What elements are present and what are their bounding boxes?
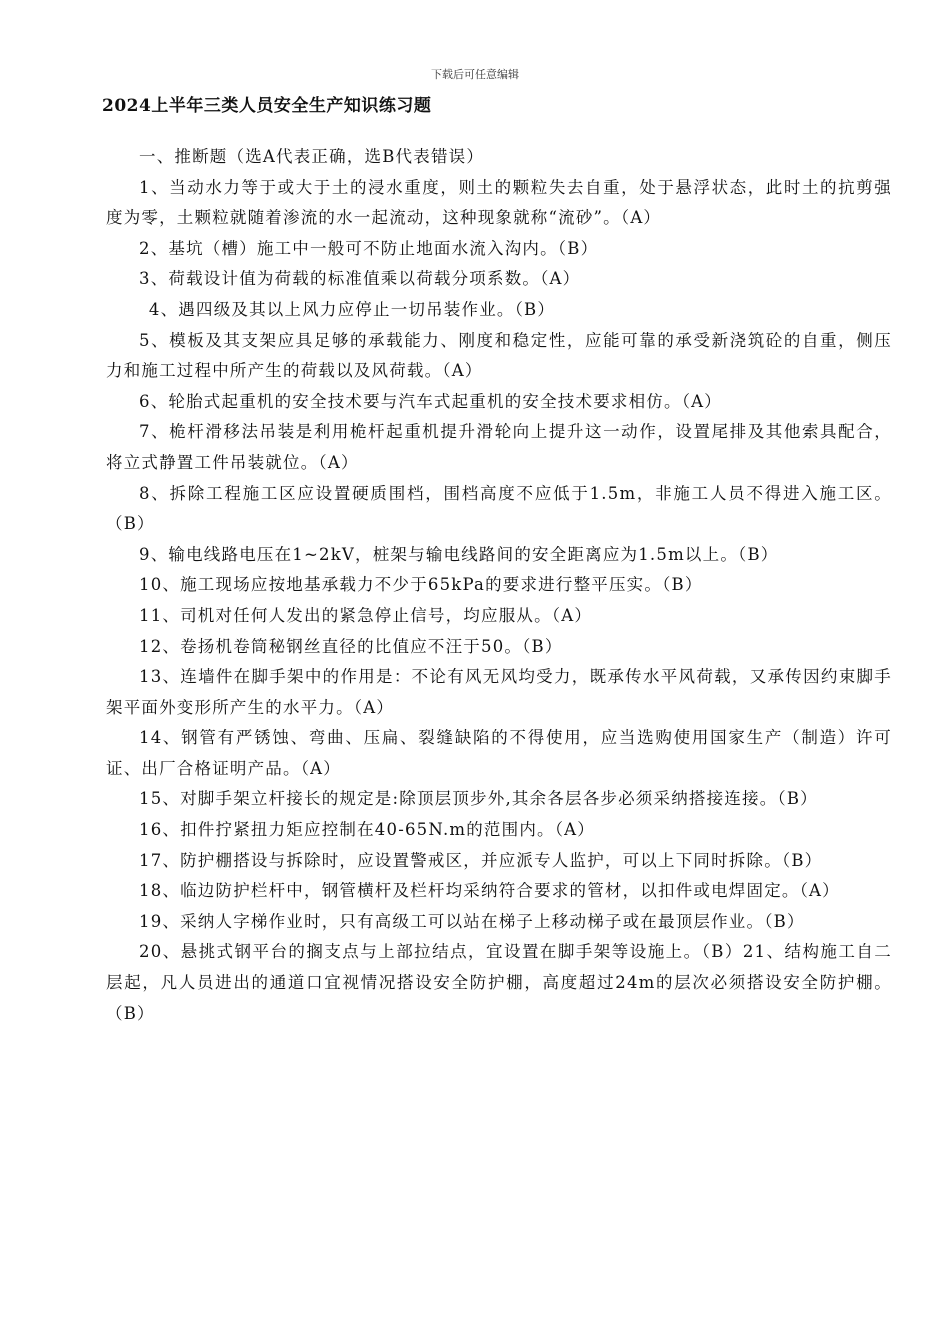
question-13: 13、连墙件在脚手架中的作用是：不论有风无风均受力，既承传水平风荷载，又承传因约束脚手架平面外变形所产生的水平力。（A） (106, 667, 892, 717)
question-18: 18、临边防护栏杆中，钢管横杆及栏杆均采纳符合要求的管材，以扣件或电焊固定。（A） (139, 881, 840, 901)
document-title: 2024上半年三类人员安全生产知识练习题 (102, 96, 432, 116)
question-19: 19、采纳人字梯作业时，只有高级工可以站在梯子上移动梯子或在最顶层作业。（B） (139, 911, 805, 931)
question-4: 4、遇四级及其以上风力应停止一切吊装作业。（B） (148, 299, 556, 319)
document-body (106, 142, 892, 1029)
question-11: 11、司机对任何人发出的紧急停止信号，均应服从。（A） (139, 605, 593, 625)
question-16: 16、扣件拧紧扭力矩应控制在40-65N.m的范围内。（A） (139, 820, 596, 840)
question-6: 6、轮胎式起重机的安全技术要与汽车式起重机的安全技术要求相仿。（A） (139, 391, 722, 411)
question-2: 2、基坑（槽）施工中一般可不防止地面水流入沟内。（B） (139, 238, 599, 258)
question-15: 15、对脚手架立杆接长的规定是:除顶层顶步外,其余各层各步必须采纳搭接连接。（B） (139, 789, 818, 809)
question-20-21: 20、悬挑式钢平台的搁支点与上部拉结点，宜设置在脚手架等设施上。（B）21、结构施工自二层起，凡人员进出的通道口宜视情况搭设安全防护棚，高度超过24m的层次必须搭设安全防护棚。（B） (106, 942, 892, 1023)
question-9: 9、输电线路电压在1~2kV，桩架与输电线路间的安全距离应为1.5m以上。（B） (139, 544, 779, 564)
question-12: 12、卷扬机卷筒秘钢丝直径的比值应不汪于50。（B） (139, 636, 563, 656)
question-1: 1、当动水力等于或大于土的浸水重度，则土的颗粒失去自重，处于悬浮状态，此时土的抗剪强度为零，土颗粒就随着渗流的水一起流动，这种现象就称“流砂”。（A） (106, 177, 892, 228)
section-heading: 一、推断题（选A代表正确，选B代表错误） (139, 147, 485, 166)
question-3: 3、荷载设计值为荷载的标准值乘以荷载分项系数。（A） (139, 269, 581, 289)
question-14: 14、钢管有严锈蚀、弯曲、压扁、裂缝缺陷的不得使用，应当选购使用国家生产（制造）许可证、出厂合格证明产品。（A） (106, 728, 892, 778)
question-5: 5、模板及其支架应具足够的承载能力、刚度和稳定性，应能可靠的承受新浇筑砼的自重，侧压力和施工过程中所产生的荷载以及风荷载。（A） (106, 330, 892, 381)
question-8: 8、拆除工程施工区应设置硬质围档，围档高度不应低于1.5m，非施工人员不得进入施工区。（B） (106, 483, 892, 534)
question-10: 10、施工现场应按地基承载力不少于65kPa的要求进行整平压实。（B） (139, 575, 703, 595)
header-note: 下载后可任意编辑 (431, 68, 519, 81)
question-17: 17、防护棚搭设与拆除时，应设置警戒区，并应派专人监护，可以上下同时拆除。（B） (139, 850, 823, 870)
question-7: 7、桅杆滑移法吊装是利用桅杆起重机提升滑轮向上提升这一动作，设置尾排及其他索具配合，将立式静置工件吊装就位。（A） (106, 422, 892, 472)
